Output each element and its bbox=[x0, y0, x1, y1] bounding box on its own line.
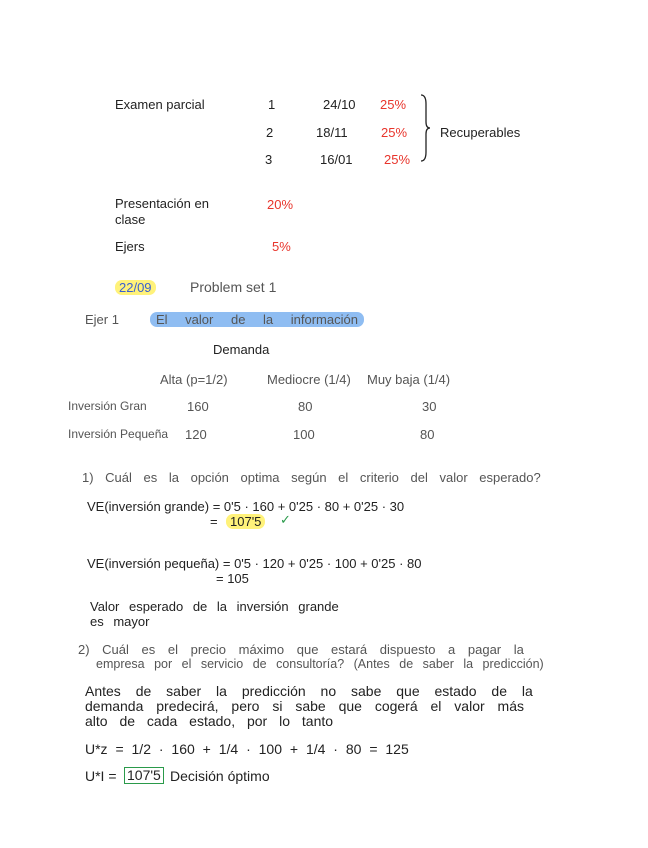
ve-large-formula: VE(inversión grande) = 0'5 · 160 + 0'25 · 80 + 0'25 · 30 bbox=[87, 499, 405, 514]
recoverable-label: Recuperables bbox=[440, 125, 521, 140]
presentation-weight: 20% bbox=[267, 197, 294, 212]
u-i-label: U*I = bbox=[85, 768, 117, 784]
u-i-value: 107'5 bbox=[124, 767, 164, 784]
question-2-line-2: empresa por el servicio de consultoría? (Antes de saber la predicción) bbox=[96, 657, 544, 671]
exam-date: 16/01 bbox=[320, 152, 353, 167]
exercises-label: Ejers bbox=[115, 239, 145, 254]
table-cell: 80 bbox=[298, 399, 313, 414]
exercise-label: Ejer 1 bbox=[85, 312, 119, 327]
answer-text: demanda predecirá, pero si sabe que cogerá el valor más bbox=[85, 698, 524, 714]
row-label: Inversión Pequeña bbox=[68, 427, 169, 441]
answer-text: Antes de saber la predicción no sabe que estado de la bbox=[85, 683, 533, 699]
presentation-label-2: clase bbox=[115, 212, 146, 227]
conclusion-text-2: es mayor bbox=[90, 614, 150, 629]
table-cell: 160 bbox=[187, 399, 209, 414]
u-i-note: Decisión óptimo bbox=[170, 768, 270, 784]
exam-weight: 25% bbox=[384, 152, 411, 167]
demand-header: Demanda bbox=[213, 342, 270, 357]
ve-small-result: = 105 bbox=[216, 571, 249, 586]
exam-weight: 25% bbox=[380, 97, 407, 112]
exam-date: 18/11 bbox=[316, 125, 348, 140]
exam-weight: 25% bbox=[381, 125, 408, 140]
section-title: Problem set 1 bbox=[190, 279, 277, 295]
table-cell: 100 bbox=[293, 427, 315, 442]
exam-number: 1 bbox=[268, 97, 276, 112]
exam-label: Examen parcial bbox=[115, 97, 205, 112]
exercise-title: El valor de la información bbox=[150, 312, 364, 327]
question-2: 2) Cuál es el precio máximo que estará dispuesto a pagar la bbox=[78, 642, 524, 657]
question-1: 1) Cuál es la opción optima según el criterio del valor esperado? bbox=[82, 470, 541, 485]
check-icon: ✓ bbox=[280, 512, 291, 527]
column-header: Muy baja (1/4) bbox=[367, 372, 451, 387]
table-cell: 30 bbox=[422, 399, 437, 414]
row-label: Inversión Gran bbox=[68, 399, 147, 413]
ve-large-result: 107'5 bbox=[226, 514, 265, 529]
ve-small-formula: VE(inversión pequeña) = 0'5 · 120 + 0'25 · 100 + 0'25 · 80 bbox=[87, 556, 422, 571]
exam-number: 3 bbox=[265, 152, 273, 167]
answer-text: alto de cada estado, por lo tanto bbox=[85, 713, 334, 729]
column-header: Mediocre (1/4) bbox=[267, 372, 351, 387]
conclusion-text: Valor esperado de la inversión grande bbox=[90, 599, 339, 614]
exercises-weight: 5% bbox=[272, 239, 291, 254]
exam-number: 2 bbox=[266, 125, 274, 140]
ve-large-eq: = bbox=[210, 514, 218, 529]
column-header: Alta (p=1/2) bbox=[160, 372, 228, 387]
u-star-formula: U*z = 1/2 · 160 + 1/4 · 100 + 1/4 · 80 = 125 bbox=[85, 741, 409, 757]
curly-brace-icon bbox=[420, 94, 430, 162]
table-cell: 120 bbox=[185, 427, 207, 442]
presentation-label: Presentación en bbox=[115, 196, 209, 211]
exam-date: 24/10 bbox=[323, 97, 356, 112]
section-date: 22/09 bbox=[115, 280, 156, 295]
table-cell: 80 bbox=[420, 427, 435, 442]
